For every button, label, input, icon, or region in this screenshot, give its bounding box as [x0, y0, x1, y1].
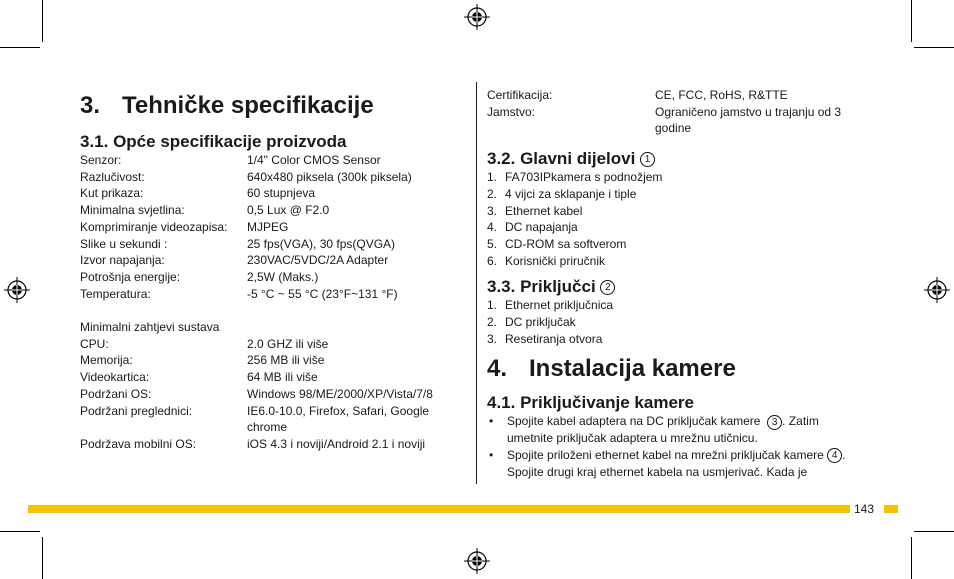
list-text: CD-ROM sa softverom: [505, 236, 627, 251]
callout-badge: 4: [827, 448, 842, 463]
list-text: 4 vijci za sklapanje i tiple: [505, 186, 637, 201]
sysreq-value: Windows 98/ME/2000/XP/Vista/7/8: [247, 386, 433, 401]
sysreq-value: 256 MB ili više: [247, 353, 325, 368]
table-row: [80, 152, 452, 169]
list-text: FA703IPkamera s podnožjem: [505, 170, 663, 185]
cert-label: Certifikacija:: [487, 88, 553, 102]
list-item: [487, 331, 867, 348]
table-row: [80, 403, 452, 436]
list-text: Korisnički priručnik: [505, 253, 606, 268]
list-item: [487, 219, 867, 236]
callout-badge: 1: [640, 152, 655, 167]
registration-mark-icon: [924, 277, 950, 303]
list-item: [487, 169, 867, 186]
list-number: 2.: [487, 315, 498, 330]
list-text: Ethernet priključnica: [505, 298, 614, 313]
section-4-number: 4.: [487, 355, 508, 383]
table-row: [80, 169, 452, 186]
table-row: [80, 202, 452, 219]
spec-label: Senzor:: [80, 153, 122, 167]
sysreq-label: Memorija:: [80, 353, 133, 368]
sysreq-label: Podržava mobilni OS:: [80, 436, 197, 451]
table-row: [80, 336, 452, 353]
list-item: [487, 203, 867, 220]
sysreq-value: 64 MB ili više: [247, 370, 318, 385]
spec-label: Kut prikaza:: [80, 186, 144, 201]
spec-value: 1/4" Color CMOS Sensor: [247, 153, 381, 167]
warranty-label: Jamstvo:: [487, 104, 536, 119]
crop-mark: [911, 537, 912, 579]
page-number: 143: [854, 502, 875, 516]
section-41-heading: 4.1. Priključivanje kamere: [487, 393, 694, 413]
ports-list: [487, 297, 867, 347]
list-item: [487, 297, 867, 314]
list-item: [487, 413, 867, 446]
sysreq-value: IE6.0-10.0, Firefox, Safari, Google chrome: [247, 403, 430, 435]
spec-value: 640x480 piksela (300k piksela): [247, 169, 412, 184]
left-column: [80, 92, 460, 453]
sysreq-label: Podržani preglednici:: [80, 403, 193, 418]
sysreq-label: Videokartica:: [80, 370, 150, 385]
spacer: [80, 302, 460, 319]
right-column: [487, 87, 867, 480]
cert-value: CE, FCC, RoHS, R&TTE: [655, 88, 788, 102]
list-number: 5.: [487, 236, 498, 251]
table-row: [487, 87, 865, 104]
list-text: DC napajanja: [505, 220, 578, 235]
crop-mark: [911, 0, 912, 42]
section-33-heading: [487, 277, 867, 297]
instruction-text: Spojite priloženi ethernet kabel na mrežni priključak kamere: [507, 447, 824, 462]
section-4-title: Instalacija kamere: [529, 355, 736, 383]
registration-mark-icon: [464, 548, 490, 574]
spec-label: Potrošnja energije:: [80, 269, 181, 284]
instructions-list: [487, 413, 867, 480]
bullet-icon: •: [489, 447, 494, 462]
list-item: [487, 236, 867, 253]
spec-value: 2,5W (Maks.): [247, 269, 319, 284]
callout-badge: 3: [767, 415, 782, 430]
parts-list: [487, 169, 867, 269]
section-3-title: Tehničke specifikacije: [122, 92, 374, 119]
column-divider: [476, 82, 477, 484]
table-row: [80, 369, 452, 386]
sysreq-value: 2.0 GHZ ili više: [247, 336, 329, 351]
spec-label: Komprimiranje videozapisa:: [80, 219, 228, 234]
spec-value: 0,5 Lux @ F2.0: [247, 203, 330, 218]
table-row: [80, 386, 452, 403]
spec-label: Slike u sekundi :: [80, 236, 168, 251]
table-row: [80, 236, 452, 253]
table-row: [80, 185, 452, 202]
spec-label: Temperatura:: [80, 286, 151, 301]
table-row: [80, 352, 452, 369]
spec-label: Razlučivost:: [80, 169, 145, 184]
table-row: [80, 252, 452, 269]
sysreq-value: iOS 4.3 i noviji/Android 2.1 i noviji: [247, 436, 426, 451]
sysreq-label: Podržani OS:: [80, 386, 152, 401]
table-row: [80, 286, 452, 303]
crop-mark: [914, 47, 954, 48]
callout-badge: 2: [600, 280, 615, 295]
list-number: 4.: [487, 220, 498, 235]
list-number: 3.: [487, 331, 498, 346]
section-33-title: 3.3. Priključci: [487, 277, 596, 297]
spec-value: MJPEG: [247, 219, 289, 234]
list-text: Ethernet kabel: [505, 203, 583, 218]
list-number: 2.: [487, 186, 498, 201]
list-text: Resetiranja otvora: [505, 331, 603, 346]
list-number: 3.: [487, 203, 498, 218]
warranty-value: Ograničeno jamstvo u trajanju od 3 godine: [655, 104, 842, 136]
footer-bar: [28, 505, 850, 513]
table-row: [487, 104, 865, 137]
section-3-number: 3.: [80, 92, 101, 119]
spec-label: Izvor napajanja:: [80, 253, 165, 268]
spec-value: 60 stupnjeva: [247, 186, 316, 201]
list-number: 6.: [487, 253, 498, 268]
table-row: [80, 269, 452, 286]
list-number: 1.: [487, 170, 498, 185]
instruction-text: . Spojite drugi kraj ethernet kabela na usmjerivač. Kada je: [507, 447, 846, 479]
sysreq-heading: Minimalni zahtjevi sustava: [80, 320, 220, 335]
spec-label: Minimalna svjetlina:: [80, 203, 185, 218]
instruction-text: . Zatim umetnite priključak adaptera u mrežnu utičnicu.: [507, 414, 819, 446]
crop-mark: [0, 47, 40, 48]
bullet-icon: •: [489, 414, 494, 429]
list-text: DC priključak: [505, 315, 576, 330]
registration-mark-icon: [464, 4, 490, 30]
list-number: 1.: [487, 298, 498, 313]
cert-table: [487, 87, 865, 137]
sysreq-table: [80, 336, 452, 453]
section-32-heading: [487, 149, 867, 169]
sysreq-label: CPU:: [80, 336, 109, 351]
registration-mark-icon: [4, 277, 30, 303]
spec-value: 230VAC/5VDC/2A Adapter: [247, 253, 389, 268]
spec-value: 25 fps(VGA), 30 fps(QVGA): [247, 236, 396, 251]
list-item: [487, 186, 867, 203]
section-31-heading: 3.1. Opće specifikacije proizvoda: [80, 132, 347, 151]
section-4-heading: [487, 355, 867, 383]
list-item: [487, 253, 867, 270]
spec-table: [80, 152, 452, 302]
table-row: [80, 436, 452, 453]
spec-value: -5 °C ~ 55 °C (23°F~131 °F): [247, 286, 398, 301]
footer-bar: [884, 505, 898, 513]
list-item: [487, 447, 867, 480]
section-3-heading: [80, 92, 460, 120]
crop-mark: [914, 531, 954, 532]
crop-mark: [42, 537, 43, 579]
instruction-text: Spojite kabel adaptera na DC priključak kamere: [507, 414, 761, 429]
list-item: [487, 314, 867, 331]
section-32-title: 3.2. Glavni dijelovi: [487, 149, 636, 169]
crop-mark: [0, 531, 40, 532]
table-row: [80, 219, 452, 236]
crop-mark: [42, 0, 43, 42]
